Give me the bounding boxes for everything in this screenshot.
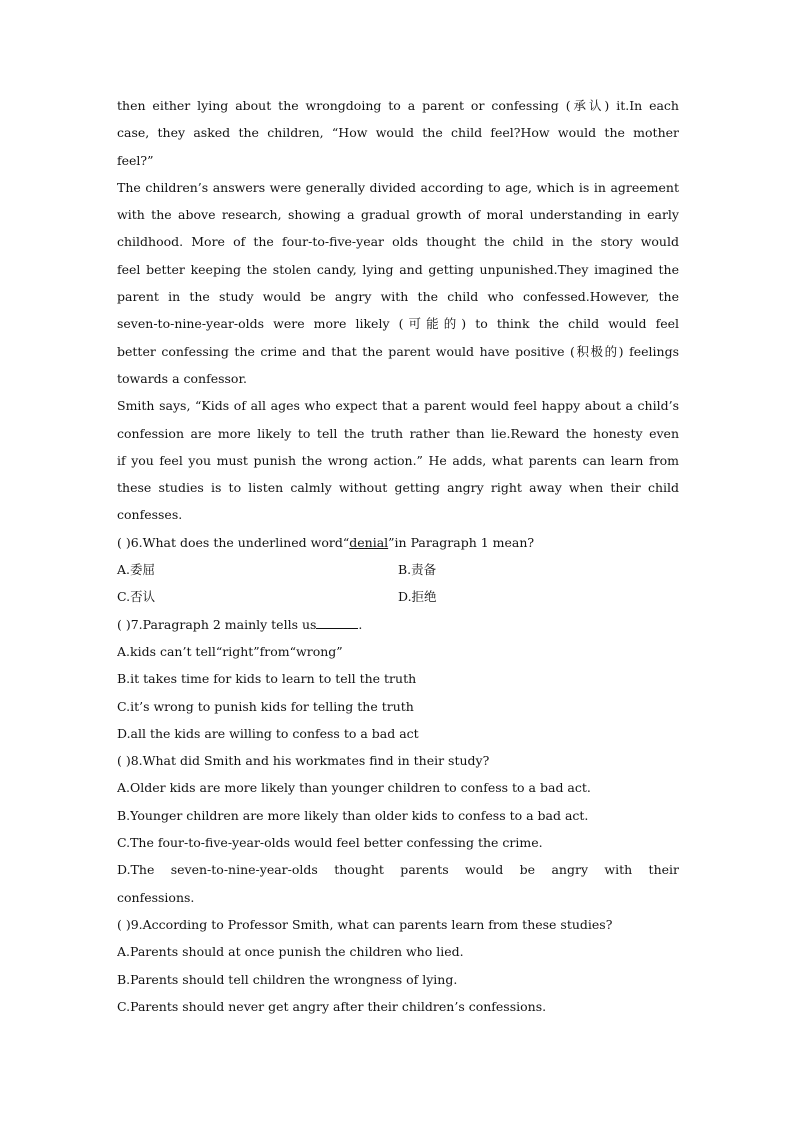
text-line: Smith says, “Kids of all ages who expect that a parent would feel happy about a child’s (117, 398, 679, 414)
question-6 (117, 529, 679, 611)
option-d: D.The seven-to-nine-year-olds thought parents would be angry with their (117, 862, 679, 878)
question-stem: ( )6.What does the underlined word“denial”in Paragraph 1 mean? (117, 534, 535, 550)
text-line: The children’s answers were generally divided according to age, which is in agreement (117, 179, 679, 195)
question-stem: ( )8.What did Smith and his workmates find in their study? (117, 753, 490, 769)
option-row (117, 556, 679, 583)
question-stem: ( )9.According to Professor Smith, what can parents learn from these studies? (117, 916, 613, 932)
question-9 (117, 911, 679, 1020)
text-line: case, they asked the children, “How would the child feel?How would the mother (117, 125, 679, 141)
option-c: C.否认 (117, 589, 156, 605)
question-7 (117, 611, 679, 747)
option-c: C.Parents should never get angry after their children’s confessions. (117, 998, 547, 1014)
paragraph-1 (117, 92, 679, 174)
option-b: B.Younger children are more likely than older kids to confess to a bad act. (117, 807, 589, 823)
option-d-continued: confessions. (117, 889, 195, 905)
text-line: childhood. More of the four-to-five-year olds thought the child in the story would (117, 234, 679, 250)
option-a: A.kids can’t tell“right”from“wrong” (117, 643, 343, 659)
text-line: then either lying about the wrongdoing to a parent or confessing (承认) it.In each (117, 98, 679, 113)
option-c: C.The four-to-five-year-olds would feel better confessing the crime. (117, 835, 543, 851)
option-b: B.Parents should tell children the wrongness of lying. (117, 971, 458, 987)
text-line: seven-to-nine-year-olds were more likely (可能的) to think the child would feel (117, 316, 679, 332)
option-b: B.责备 (398, 562, 437, 578)
paragraph-2 (117, 174, 679, 392)
text-line: better confessing the crime and that the parent would have positive (积极的) feelings (117, 343, 679, 359)
option-c: C.it’s wrong to punish kids for telling the truth (117, 698, 414, 714)
underlined-word: denial (349, 534, 389, 550)
text-line: these studies is to listen calmly without getting angry right away when their child (117, 480, 679, 496)
text-line: towards a confessor. (117, 370, 248, 386)
text-line: confession are more likely to tell the truth rather than lie.Reward the honesty even (117, 425, 679, 441)
document-page (117, 92, 679, 1020)
option-a: A.Parents should at once punish the children who lied. (117, 944, 464, 960)
text-line: feel better keeping the stolen candy, lying and getting unpunished.They imagined the (117, 261, 679, 277)
text-line: if you feel you must punish the wrong action.” He adds, what parents can learn from (117, 452, 679, 468)
option-row (117, 583, 679, 610)
option-a: A.委屈 (117, 562, 156, 578)
option-d: D.all the kids are willing to confess to a bad act (117, 725, 419, 741)
answer-blank (316, 614, 358, 629)
option-b: B.it takes time for kids to learn to tell the truth (117, 671, 417, 687)
text-line: feel?” (117, 152, 154, 168)
option-d: D.拒绝 (398, 589, 437, 605)
question-8 (117, 747, 679, 911)
question-stem: ( )7.Paragraph 2 mainly tells us . (117, 611, 679, 638)
option-a: A.Older kids are more likely than younger children to confess to a bad act. (117, 780, 591, 796)
paragraph-3 (117, 392, 679, 528)
text-line: confesses. (117, 507, 183, 523)
text-line: parent in the study would be angry with the child who confessed.However, the (117, 289, 679, 305)
text-line: with the above research, showing a gradual growth of moral understanding in early (117, 207, 679, 223)
